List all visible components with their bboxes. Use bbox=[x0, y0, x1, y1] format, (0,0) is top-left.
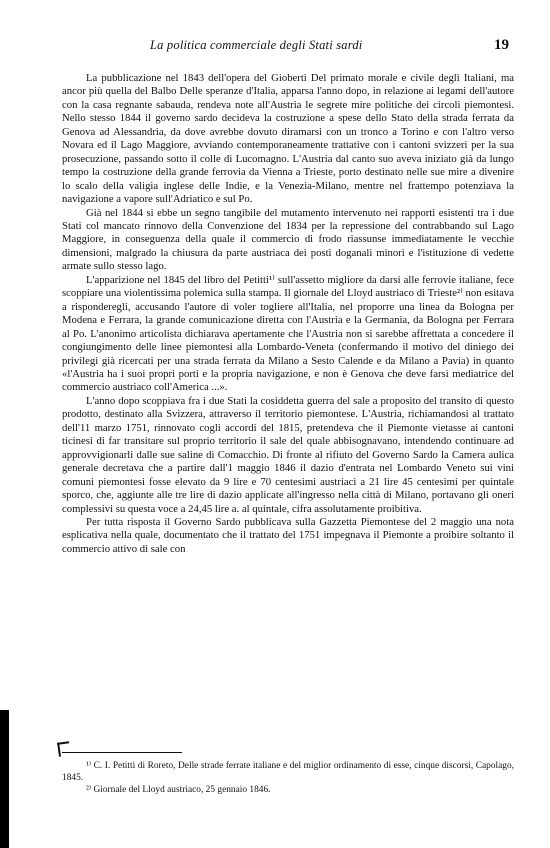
footnote-separator-mark bbox=[57, 741, 71, 757]
paragraph: La pubblicazione nel 1843 dell'opera del Gioberti Del primato morale e civile degli Italiani, ma ancor più quella del Balbo Delle speranze d'Italia, apparsa l'anno dopo, in relazione ai legami dell'autore con la casa regnante sabauda, rendeva note all'Austria le segrete mire politiche dei circoli piemontesi. Nello stesso 1844 il governo sardo decideva la costruzione a spese dello Stato della strada ferrata da Genova ad Alessandria, da dove avrebbe dovuto diramarsi con un tronco a Torino e con l'altro verso Novara ed il Lago Maggiore, avviando contemporaneamente trattative con i cantoni svizzeri per la sua prosecuzione, passando sotto il colle di Lucomagno. L'Austria dal canto suo aveva iniziato già da lungo tempo la costruzione della grande ferrovia da Vienna a Trieste, porto destinato nelle sue mire a divenire lo scalo della valigia inglese delle Indie, e la Venezia-Milano, mentre nel frattempo potenziava la navigazione a vapore sull'Adriatico e sul Po. bbox=[62, 72, 514, 206]
paragraph: Già nel 1844 si ebbe un segno tangibile del mutamento intervenuto nei rapporti esistenti tra i due Stati col mancato rinnovo della Convenzione del 1834 per la repressione del contrabbando sul Lago Maggiore, in conseguenza della quale il commercio di frodo riassunse immediatamente le vecchie dimensioni, malgrado la chiusura da parte austriaca dei posti doganali minori e l'istituzione di vedette armate sullo stesso lago. bbox=[62, 206, 514, 273]
paragraph: Per tutta risposta il Governo Sardo pubblicava sulla Gazzetta Piemontese del 2 maggio una nota esplicativa nella quale, documentato che il trattato del 1751 impegnava il Piemonte a proibire soltanto il commercio attivo di sale con bbox=[62, 515, 514, 555]
paragraph: L'anno dopo scoppiava fra i due Stati la cosiddetta guerra del sale a proposito del transito di questo prodotto, destinato alla Svizzera, attraverso il territorio piemontese. L'Austria, richiamandosi al trattato dell'11 marzo 1751, rinnovato cogli accordi del 1815, pretendeva che il Piemonte vietasse ai cantoni ticinesi di far transitare sul proprio territorio il sale del quale abbisognavano, intendendo continuare ad approvvigionarli dalle sue saline di Comacchio. Di fronte al rifiuto del Governo Sardo la Camera aulica generale decretava che a partire dall'1 maggio 1846 il dazio d'entrata nel Lombardo Veneto sui vini comuni piemontesi fosse elevato da 9 lire e 70 centesimi austriaci a 21 lire 45 centesimi per quintale sporco, che, aggiunte alle tre lire di dazio applicate all'ingresso nella città di Milano, portavano gli oneri complessivi su questa voce a 24,45 lire a. al quintale, cifra assolutamente proibitiva. bbox=[62, 394, 514, 515]
running-head bbox=[0, 38, 550, 58]
footnote: ¹⁾ C. I. Petitti di Roreto, Delle strade ferrate italiane e del miglior ordinamento di esse, cinque discorsi, Capolago, 1845. bbox=[62, 761, 514, 783]
body-text bbox=[62, 72, 514, 556]
footnotes bbox=[62, 760, 514, 796]
footnote: ²⁾ Giornale del Lloyd austriaco, 25 gennaio 1846. bbox=[86, 785, 271, 795]
paragraph: L'apparizione nel 1845 del libro del Petitti¹⁾ sull'assetto migliore da darsi alle ferrovie italiane, fece scoppiare una violentissima polemica sulla stampa. Il giornale del Lloyd austriaco di Trieste²⁾ non esitava a risponderegli, accusando l'autore di voler togliere all'Italia, nel proporre una linea da Bologna per Modena e Ferrara, la grande comunicazione diretta con l'Austria e la Germania, da Bologna per Ferrara al Po. L'anonimo articolista dichiarava apertamente che l'Austria non si sarebbe affrettata a concedere il congiungimento delle linee piemontesi alla Lombardo-Veneta (confermando il motivo del diniego dei privilegi già ricercati per una strada ferrata da Milano a Sesto Calende e da Milano a Pavia) in quanto «l'Austria ha i suoi propri porti e la propria navigazione, e non è Genova che deve farsi mediatrice del commercio austriaco coll'America ...». bbox=[62, 273, 514, 394]
scan-binding-shadow bbox=[0, 710, 9, 848]
page-number: 19 bbox=[494, 37, 509, 53]
running-head-title: La politica commerciale degli Stati sardi bbox=[150, 38, 363, 52]
footnote-rule bbox=[62, 752, 182, 753]
